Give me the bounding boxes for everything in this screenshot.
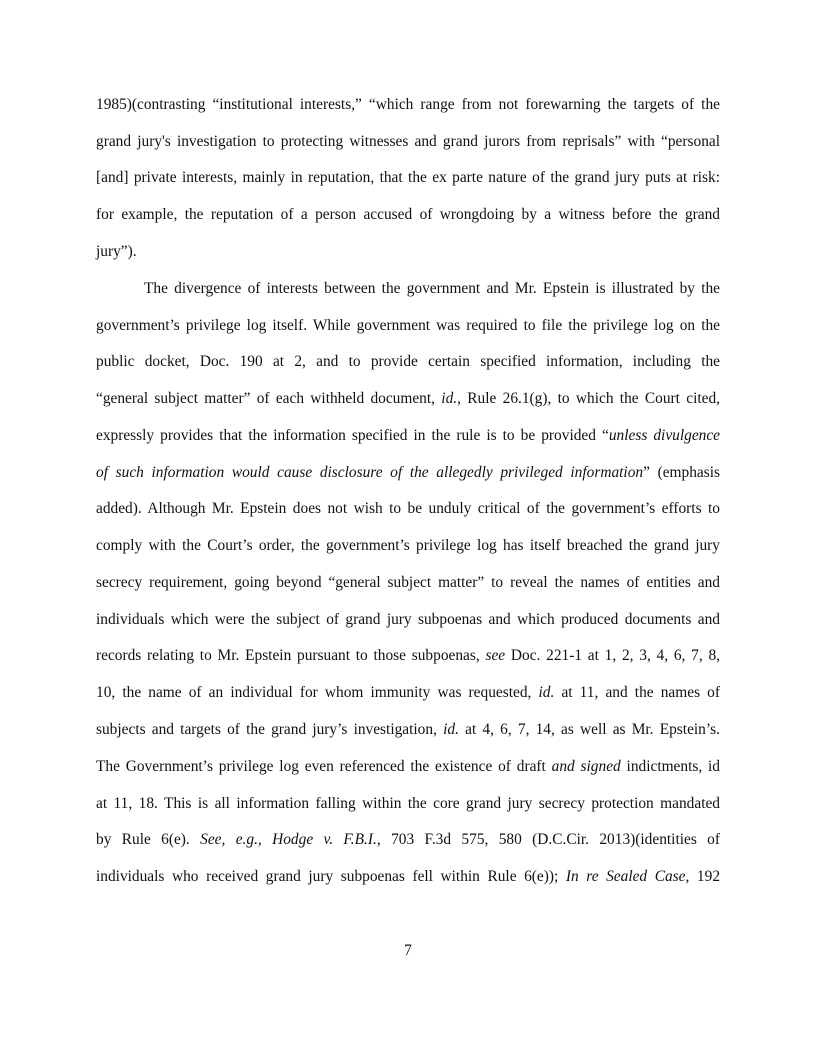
line-text: indictments, id xyxy=(620,758,720,775)
text-line xyxy=(96,536,720,556)
italic-text: see xyxy=(485,647,506,664)
text-line xyxy=(96,95,720,115)
text-line xyxy=(96,316,720,336)
line-text: for example, the reputation of a person accused of wrongdoing by a witness before the grand xyxy=(96,206,720,223)
line-text: “general subject matter” of each withheld document, xyxy=(96,390,442,407)
text-line xyxy=(96,830,720,850)
text-line xyxy=(96,426,720,446)
text-line xyxy=(96,205,720,225)
paragraph-first-line xyxy=(144,279,720,299)
line-text: 10, the name of an individual for whom immunity was requested, xyxy=(96,684,539,701)
italic-text: of such information would cause disclosure of the allegedly privileged information xyxy=(96,464,644,481)
line-text: ” (emphasis xyxy=(643,464,720,481)
text-line xyxy=(96,352,720,372)
line-text: at 4, 6, 7, 14, as well as Mr. Epstein’s. xyxy=(458,721,720,738)
text-line xyxy=(96,389,720,409)
text-line xyxy=(96,463,720,483)
italic-text: See, e.g., Hodge v. F.B.I. xyxy=(200,831,377,848)
line-text: individuals who received grand jury subpoenas fell within Rule 6(e)); xyxy=(96,868,566,885)
text-line xyxy=(96,573,720,593)
line-text: , Rule 26.1(g), to which the Court cited, xyxy=(457,390,720,407)
text-line xyxy=(96,610,720,630)
italic-text: id. xyxy=(443,721,459,738)
line-text: subjects and targets of the grand jury’s investigation, xyxy=(96,721,444,738)
line-text: at 11, and the names of xyxy=(554,684,720,701)
line-text: jury”). xyxy=(96,243,137,260)
line-text: public docket, Doc. 190 at 2, and to provide certain specified information, including the xyxy=(96,353,720,370)
line-text: grand jury's investigation to protecting witnesses and grand jurors from reprisals” with “personal xyxy=(96,133,720,150)
text-line xyxy=(96,683,720,703)
italic-text: unless divulgence xyxy=(608,427,721,444)
text-line xyxy=(96,867,720,887)
page-number: 7 xyxy=(404,942,412,959)
line-text: secrecy requirement, going beyond “general subject matter” to reveal the names of entities and xyxy=(96,574,720,591)
line-text: The divergence of interests between the government and Mr. Epstein is illustrated by the xyxy=(144,280,720,297)
line-text: [and] private interests, mainly in reputation, that the ex parte nature of the grand jury puts at risk: xyxy=(96,169,720,186)
text-line xyxy=(96,720,720,740)
line-text: 1985)(contrasting “institutional interests,” “which range from not forewarning the targets of the xyxy=(96,96,720,113)
italic-text: In re Sealed Case xyxy=(565,868,686,885)
text-line xyxy=(96,132,720,152)
italic-text: id. xyxy=(441,390,458,407)
text-line xyxy=(96,794,720,814)
line-text: individuals which were the subject of grand jury subpoenas and which produced documents and xyxy=(96,611,720,628)
text-line xyxy=(96,168,720,188)
line-text: , 192 xyxy=(685,868,721,885)
line-text: at 11, 18. This is all information falling within the core grand jury secrecy protection mandated xyxy=(96,795,720,812)
text-line xyxy=(96,499,720,519)
line-text: expressly provides that the information specified in the rule is to be provided “ xyxy=(96,427,609,444)
text-line xyxy=(96,242,720,262)
line-text: government’s privilege log itself. While government was required to file the privilege log on the xyxy=(96,317,720,334)
italic-text: id. xyxy=(538,684,555,701)
line-text: records relating to Mr. Epstein pursuant to those subpoenas, xyxy=(96,647,486,664)
italic-text: and signed xyxy=(551,758,621,775)
line-text: Doc. 221-1 at 1, 2, 3, 4, 6, 7, 8, xyxy=(505,647,720,664)
text-line xyxy=(96,757,720,777)
text-line xyxy=(96,646,720,666)
line-text: comply with the Court’s order, the government’s privilege log has itself breached the grand jury xyxy=(96,537,720,554)
line-text: The Government’s privilege log even referenced the existence of draft xyxy=(96,758,552,775)
line-text: , 703 F.3d 575, 580 (D.C.Cir. 2013)(identities of xyxy=(376,831,720,848)
line-text: added). Although Mr. Epstein does not wish to be unduly critical of the government’s efforts to xyxy=(96,500,720,517)
line-text: by Rule 6(e). xyxy=(96,831,201,848)
